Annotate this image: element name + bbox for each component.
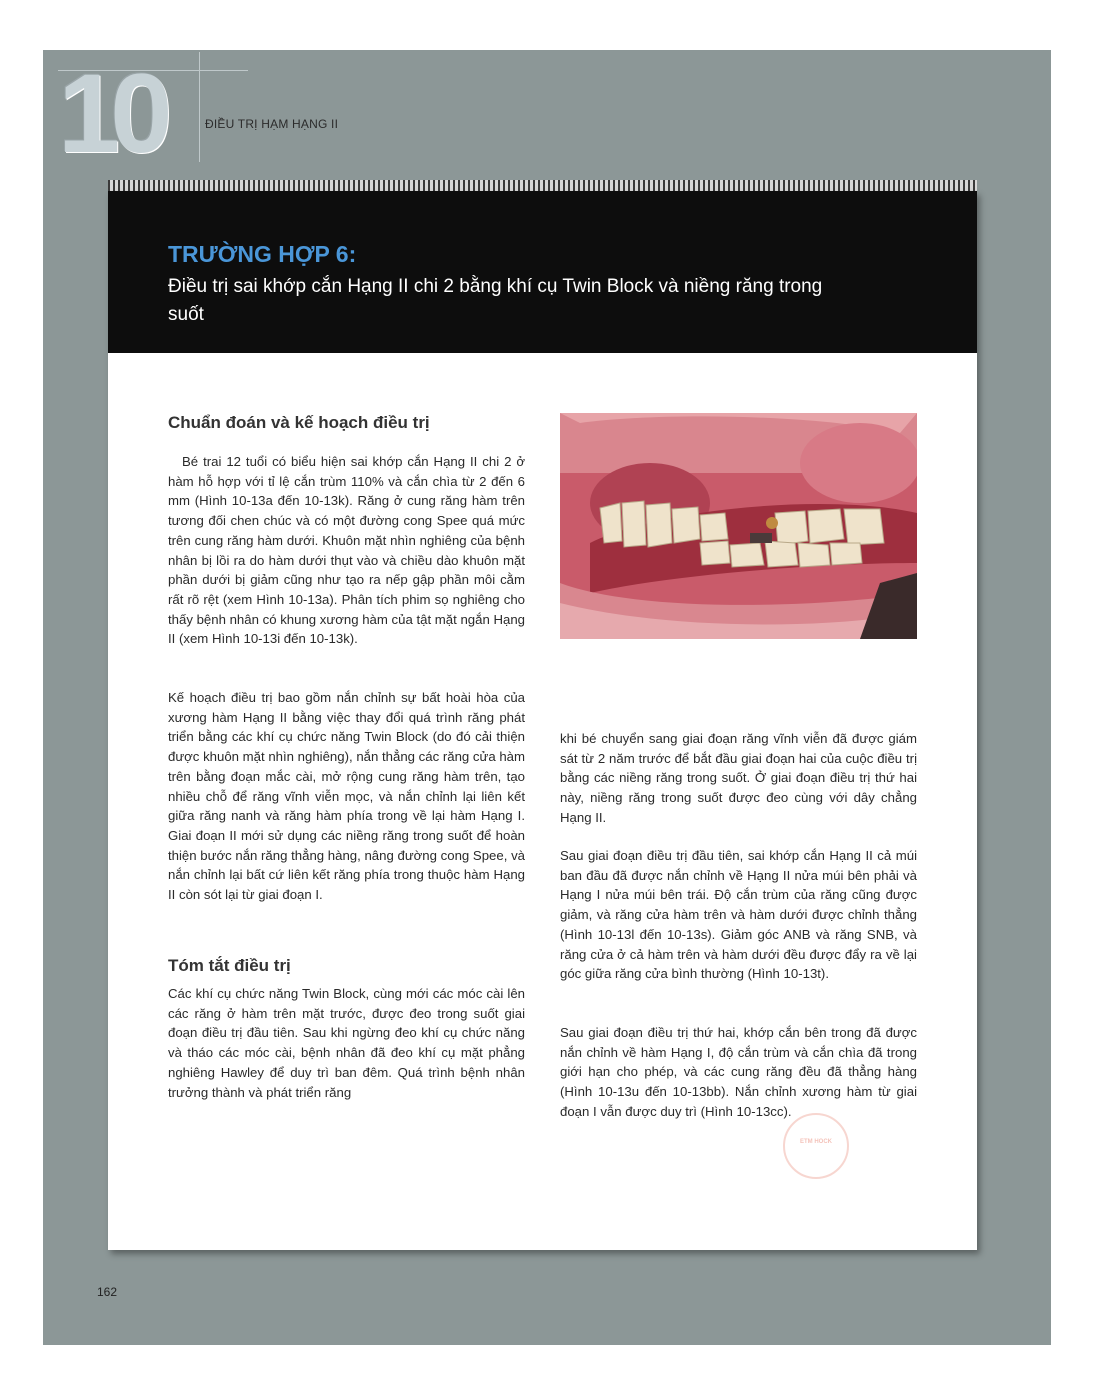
diagnosis-paragraph-1: Bé trai 12 tuổi có biểu hiện sai khớp cắn Hạng II chi 2 ở hàm hỗ hợp với tỉ lệ cắn trùm 110% và cắn chìa từ 2 đến 6 mm (Hình 10-13a đến 10-13k). Răng ở cung răng hàm trên tương đối chen chúc và có một đường cong Spee quá mức trên cung răng hàm dưới. Khuôn mặt nhìn nghiêng của bệnh nhân bị lồi ra do hàm dưới thụt vào và chiều dào khuôn mặt phần dưới bị giảm cũng như tạo ra nếp gập phần môi cằm rất rõ rệt (xem Hình 10-13a). Phân tích phim sọ nghiêng cho thấy bệnh nhân có khung xương hàm của tật mặt ngắn Hạng II (xem Hình 10-13i đến 10-13k).: [168, 454, 525, 647]
right-paragraph-2: Sau giai đoạn điều trị đầu tiên, sai khớp cắn Hạng II cả múi ban đầu đã được nắn chỉnh về Hạng II nửa múi bên phải và Hạng I nửa múi bên trái. Độ cắn trùm của răng cũng được giảm, và răng cửa hàm trên và hàm dưới được chỉnh thẳng (Hình 10-13l đến 10-13s). Giảm góc ANB và răng SNB, và răng cửa ở cả hàm trên và hàm dưới đều được đẩy ra về lại góc giữa răng cửa bình thường (Hình 10-13t).: [560, 848, 917, 982]
page-number: 162: [97, 1285, 118, 1299]
content-card: [108, 191, 977, 1250]
case-title: TRƯỜNG HỢP 6:: [168, 241, 357, 267]
ruler-strip: [108, 180, 977, 191]
case-header: [108, 191, 977, 353]
diagnosis-heading: Chuẩn đoán và kế hoạch điều trị: [168, 413, 430, 432]
chapter-rule-vertical: [199, 52, 200, 162]
summary-paragraph-1: Các khí cụ chức năng Twin Block, cùng mới các móc cài lên các răng ở hàm trên mặt trước, được đeo trong suốt giai đoạn điều trị đầu tiên. Sau khi ngừng đeo khí cụ chức năng và tháo các móc cài, bệnh nhân đã đeo khí cụ mặt phẳng nghiêng Hawley để duy trì ban đêm. Quá trình bệnh nhân trưởng thành và phát triển răng: [168, 986, 525, 1100]
right-paragraph-1: khi bé chuyển sang giai đoạn răng vĩnh viễn đã được giám sát từ 2 năm trước để bắt đầu giai đoạn hai của cuộc điều trị bằng các niềng răng trong suốt. Ở giai đoạn điều trị thứ hai này, niềng răng trong suốt được đeo cùng với dây chẳng Hạng II.: [560, 731, 917, 825]
summary-heading: Tóm tắt điều trị: [168, 956, 291, 975]
watermark-seal: [783, 1113, 849, 1179]
intraoral-photo: [560, 413, 917, 639]
diagnosis-paragraph-2: Kế hoạch điều trị bao gồm nắn chỉnh sự bất hoài hòa của xương hàm Hạng II bằng việc thay đổi quá trình răng phát triển bằng các khí cụ chức năng Twin Block (do đó cải thiện được khuôn mặt nhìn nghiêng), nắn thẳng các răng cửa hàm trên bằng đoạn mắc cài, mở rộng cung răng hàm trên, tạo nhiều chỗ để răng vĩnh viễn mọc, và nắn chỉnh lại liên kết giữa răng nanh và răng hàm phía trong về lại hàm Hạng I. Giai đoạn II mới sử dụng các niềng răng trong suốt để hoàn thiện bước nắn răng thẳng hàng, nâng đường cong Spee, và nắn chỉnh lại bất cứ liên kết răng phía trong thuộc hàm Hạng II còn sót lại từ giai đoạn I.: [168, 690, 525, 903]
chapter-title: ĐIỀU TRỊ HẠM HẠNG II: [205, 117, 339, 131]
chapter-number: 10: [58, 51, 163, 176]
right-paragraph-3: Sau giai đoạn điều trị thứ hai, khớp cắn bên trong đã được nắn chỉnh về hàm Hạng I, độ cắn trùm và cắn chìa đã trong giới hạn cho phép, và các cung răng đều đã thẳng hàng (Hình 10-13u đến 10-13bb). Nắn chỉnh xương hàm từ giai đoạn I vẫn được duy trì (Hình 10-13cc).: [560, 1025, 917, 1119]
watermark-text: ETM HOCK: [800, 1139, 832, 1145]
case-subtitle: Điều trị sai khớp cắn Hạng II chi 2 bằng khí cụ Twin Block và niềng răng trong suốt: [168, 276, 823, 325]
